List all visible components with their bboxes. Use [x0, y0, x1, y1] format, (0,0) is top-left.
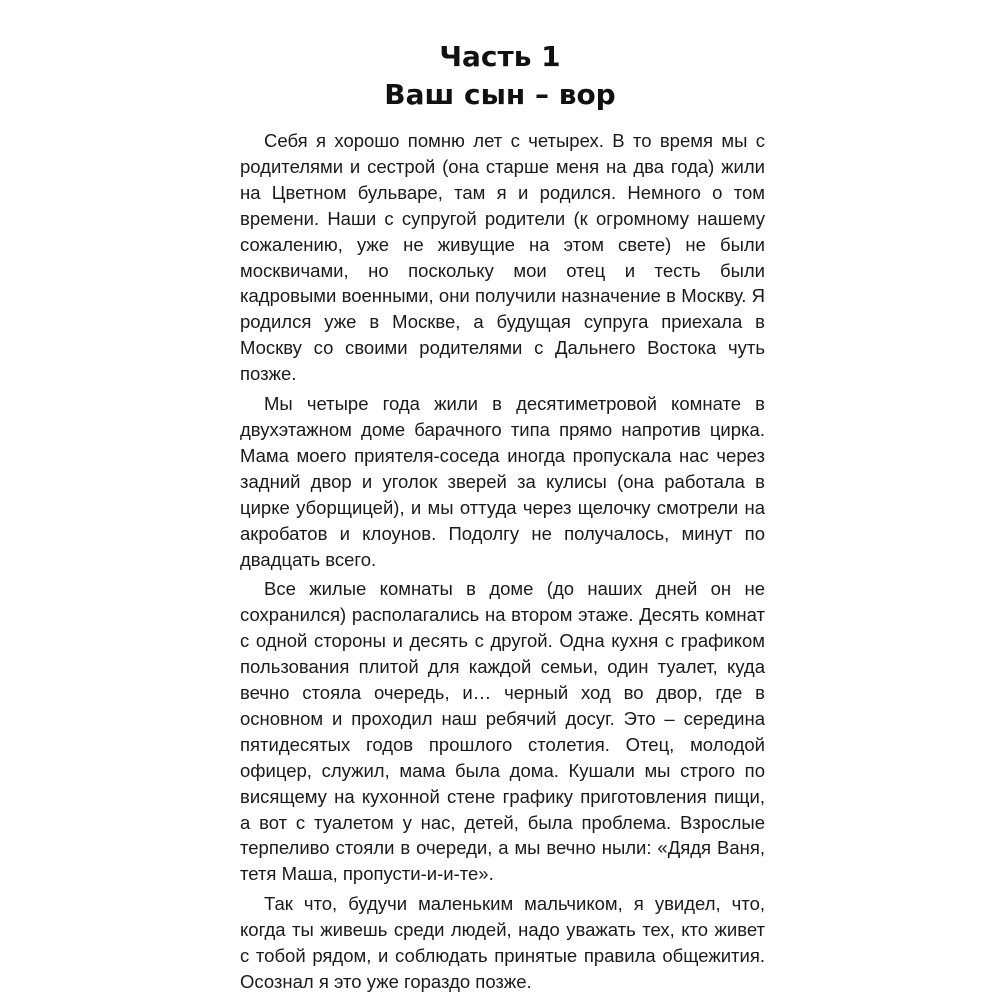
paragraph: Себя я хорошо помню лет с четырех. В то время мы с родителями и сестрой (она старше меня на два года) жили на Цветном бульваре, там я и родился. Немного о том времени. Наши с супругой родители (к огромному нашему сожалению, уже не живущие на этом свете) не были москвичами, но поскольку мои отец и тесть были кадровыми военными, они получили назначение в Москву. Я родился уже в Москве, а будущая супруга приехала в Москву со своими родителями с Дальнего Востока чуть позже.	[240, 130, 765, 385]
chapter-title-heading: Ваш сын – вор	[384, 78, 616, 111]
paragraph: Все жилые комнаты в доме (до наших дней он не сохранился) располагались на втором этаже. Десять комнат с одной стороны и десять с другой. Одна кухня с графиком пользования плитой для каждой семьи, один туалет, куда вечно стояла очередь, и… черный ход во двор, где в основном и проходил наш ребячий досуг. Это – середина пятидесятых годов прошлого столетия. Отец, молодой офицер, служил, мама была дома. Кушали мы строго по висящему на кухонной стене графику приготовления пищи, а вот с туалетом у нас, детей, была проблема. Взрослые терпеливо стояли в очереди, а мы вечно ныли: «Дядя Ваня, тетя Маша, пропусти-и-и-те».	[240, 578, 765, 885]
paragraph: Так что, будучи маленьким мальчиком, я увидел, что, когда ты живешь среди людей, надо уважать тех, кто живет с тобой рядом, и соблюдать принятые правила общежития. Осознал я это уже гораздо позже.	[240, 893, 765, 992]
chapter-part-heading: Часть 1	[439, 40, 561, 73]
paragraph: Мы четыре года жили в десятиметровой комнате в двухэтажном доме барачного типа прямо напротив цирка. Мама моего приятеля-соседа иногда пропускала нас через задний двор и уголок зверей за кулисы (она работала в цирке уборщицей), и мы оттуда через щелочку смотрели на акробатов и клоунов. Подолгу не получалось, минут по двадцать всего.	[240, 393, 765, 570]
body-text	[240, 128, 765, 999]
